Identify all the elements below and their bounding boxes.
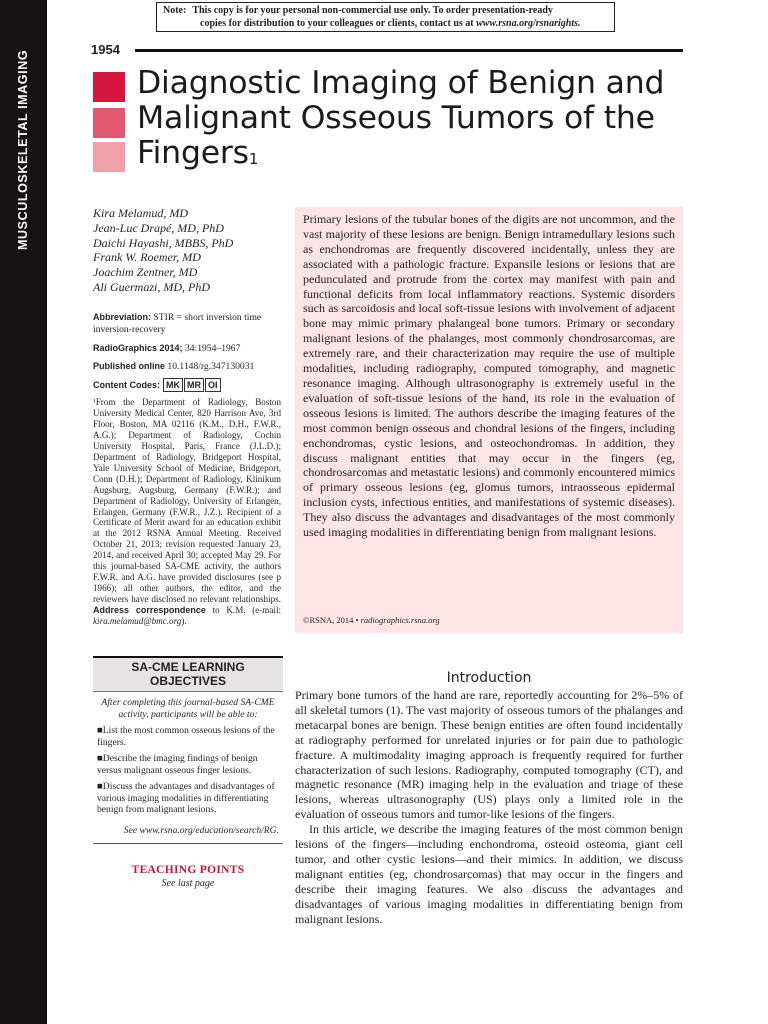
learning-objective: ■Discuss the advantages and disadvantages of various imaging modalities in differentiating benign from malignant lesions.	[97, 781, 275, 815]
journal-label: RadioGraphics 2014;	[93, 343, 183, 353]
section-label: MUSCULOSKELETAL IMAGING	[16, 49, 30, 250]
title-square-red	[93, 72, 125, 102]
affiliation-footnote	[93, 397, 281, 627]
learning-objectives-rule	[93, 843, 283, 844]
author: Jean-Luc Drapé, MD, PhD	[93, 220, 224, 235]
note-label: Note:	[163, 5, 187, 16]
author: Daichi Hayashi, MBBS, PhD	[93, 235, 234, 250]
author-list	[93, 206, 283, 295]
abbreviation-label: Abbreviation:	[93, 312, 152, 322]
content-code: MK	[163, 378, 183, 392]
correspondence-text: to K.M. (e-mail:	[212, 605, 281, 616]
abbreviation-text: STIR = short inversion time inversion-recovery	[93, 312, 262, 335]
email-link[interactable]: kira.melamud@bmc.org	[93, 616, 182, 627]
content-code: MR	[184, 378, 204, 392]
introduction-paragraph: In this article, we describe the imaging features of the most common benign lesions of the fingers—including enchondroma, osteoid osteoma, giant cell tumor, and other cystic lesions—and their mimics. In addition, we discuss malignant entities (eg, chondrosarcomas) that may occur in the fingers and describe their imaging features. We also discuss the advantages and disadvantages of various imaging modalities in differentiating benign from malignant lesions.	[295, 822, 683, 926]
content-code: OI	[205, 378, 221, 392]
author: Ali Guermazi, MD, PhD	[93, 279, 210, 294]
codes-label: Content Codes:	[93, 380, 160, 390]
learning-objectives-link[interactable]: See www.rsna.org/education/search/RG.	[123, 824, 279, 836]
learning-objectives-box	[93, 656, 283, 889]
content-codes	[93, 378, 293, 392]
correspondence-end: ).	[181, 616, 187, 627]
introduction-paragraph: Primary bone tumors of the hand are rare, reportedly accounting for 2%–5% of all skeletal tumors (1). The vast majority of osseous tumors of the phalanges and metacarpal bones are benign. These benign entities are often found incidentally at radiography performed for unrelated injuries or for pain due to pathologic fracture. A multimodality imaging approach is frequently required for further characterization of such lesions. Radiography, computed tomography (CT), and magnetic resonance (MR) imaging help in the evaluation and triage of these lesions, whereas ultrasonography (US) plays only a limited role in the evaluation of osseous tumors and tumor-like lesions of the fingers.	[295, 688, 683, 822]
introduction-body	[295, 688, 683, 927]
header-rule	[135, 49, 683, 52]
article-title	[137, 66, 697, 171]
teaching-points-heading: TEACHING POINTS	[131, 863, 245, 876]
published-label: Published online	[93, 361, 166, 371]
copyright-text: ©RSNA, 2014 •	[303, 615, 359, 625]
author: Frank W. Roemer, MD	[93, 250, 201, 265]
learning-objectives-intro: After completing this journal-based SA-CME activity, participants will be able to:	[101, 697, 275, 720]
author: Joachim Zentner, MD	[93, 265, 198, 280]
section-sidebar	[0, 0, 47, 1024]
learning-objective: ■Describe the imaging findings of benign versus malignant osseous finger lesions.	[97, 753, 258, 776]
copyright-line	[303, 615, 440, 625]
note-line1: This copy is for your personal non-commercial use only. To order presentation-ready	[192, 5, 553, 16]
abbreviation	[93, 312, 283, 335]
correspondence-label: Address correspondence	[93, 605, 206, 616]
note-line2: copies for distribution to your colleagues or clients, contact us at	[200, 18, 474, 29]
abstract-text: Primary lesions of the tubular bones of the digits are not uncommon, and the vast majority of these lesions are benign. Benign intramedullary lesions such as enchondromas are frequently discovered incidentally, unless they are associated with a pathologic fracture. Expansile lesions or lesions that are pedunculated and protrude from the cortex may manifest with pain and functional deficits from local inflammatory reactions. Systemic disorders such as sarcoidosis and local soft-tissue lesions with involvement of adjacent bone may mimic primary phalangeal bone tumors. Primary or secondary malignant lesions of the phalanges, most commonly chondrosarcomas, are extremely rare, and their characterization may require the use of multiple modalities, including radiography, computed tomography, and magnetic resonance imaging. Although ultrasonography is extremely useful in the evaluation of soft-tissue lesions of the hand, its role in the evaluation of osseous lesions is limited. The authors describe the imaging features of the most common benign osseous and chondral lesions of the fingers, including enchondromas, cystic lesions, and osteochondromas. In addition, they discuss malignant entities that may occur in the fingers (eg, chondrosarcomas and metastatic lesions) and commonly encountered mimics of primary osseous lesions (eg, glomus tumors, intraosseous epidermal inclusion cysts, infectious entities, and manifestations of systemic diseases). They also discuss the advantages and disadvantages of the most commonly used imaging modalities in differentiating benign from malignant lesions.	[303, 212, 675, 540]
introduction-heading: Introduction	[446, 670, 532, 686]
title-square-pink	[93, 142, 125, 172]
title-square-rose	[93, 108, 125, 138]
learning-objectives-heading: SA-CME LEARNING OBJECTIVES	[93, 656, 283, 692]
rights-link[interactable]: www.rsna.org/rsnarights.	[476, 18, 581, 29]
abstract-box	[295, 207, 683, 633]
article-title-text: Diagnostic Imaging of Benign and Malignant Osseous Tumors of the Fingers	[137, 65, 665, 171]
doi[interactable]: 10.1148/rg.347130031	[167, 361, 255, 372]
journal-citation	[93, 343, 283, 354]
copyright-note	[156, 2, 615, 32]
affiliation-text: ¹From the Department of Radiology, Boston University Medical Center, 820 Harrison Ave, 3rd Floor, Boston, MA 02116 (K.M., D.H., F.W.R., A.G.); Department of Radiology, Cochin University Hospital, Paris, France (J.L.D.); Department of Radiology, Bridgeport Hospital, Yale University School of Medicine, Bridgeport, Conn (D.H.); Department of Radiology, Klinikum Augsburg, Augsburg, Germany (F.W.R.); and Department of Radiology, University of Erlangen, Erlangen, Germany (F.W.R., J.Z.). Recipient of a Certificate of Merit award for an education exhibit at the 2012 RSNA Annual Meeting. Received October 21, 2013; revision requested January 23, 2014, and received April 30; accepted May 29. For this journal-based SA-CME activity, the authors F.W.R. and A.G. have provided disclosures (see p 1966); all other authors, the editor, and the reviewers have disclosed no relevant relationships.	[93, 397, 281, 605]
journal-site-link[interactable]: radiographics.rsna.org	[360, 615, 440, 625]
learning-objective: ■List the most common osseous lesions of the fingers.	[97, 725, 275, 748]
page-number: 1954	[91, 42, 120, 57]
journal-text: 34:1954–1967	[184, 343, 241, 354]
teaching-points-sub: See last page	[161, 877, 215, 889]
author: Kira Melamud, MD	[93, 206, 188, 220]
title-footnote-mark: 1	[248, 150, 259, 168]
published-online	[93, 361, 283, 372]
